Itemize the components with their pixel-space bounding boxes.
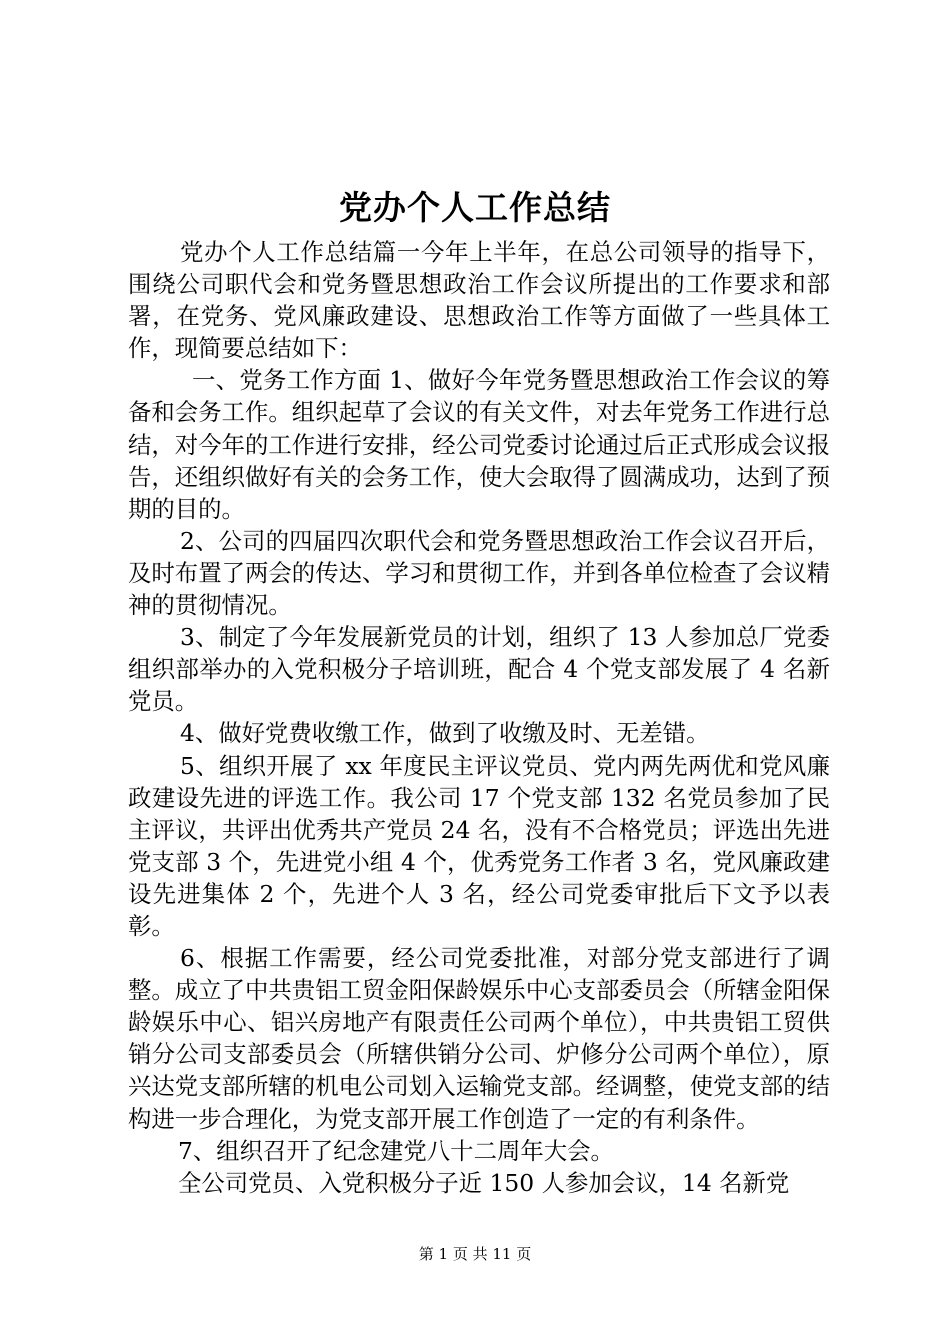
paragraph-item-2: 2、公司的四届四次职代会和党务暨思想政治工作会议召开后，及时布置了两会的传达、学习和贯彻工作，并到各单位检查了会议精神的贯彻情况。 (128, 526, 830, 620)
paragraph-party-affairs: 一、党务工作方面 1、做好今年党务暨思想政治工作会议的筹备和会务工作。组织起草了会议的有关文件，对去年党务工作进行总结，对今年的工作进行安排，经公司党委讨论通过后正式形成会议报告，还组织做好有关的会务工作，使大会取得了圆满成功，达到了预期的目的。 (128, 366, 830, 523)
document-body (128, 236, 830, 1199)
page-footer: 第 1 页 共 11 页 (418, 1245, 532, 1263)
paragraph-item-7: 7、组织召开了纪念建党八十二周年大会。 (178, 1136, 614, 1165)
paragraph-continued: 全公司党员、入党积极分子近 150 人参加会议，14 名新党 (178, 1168, 790, 1197)
paragraph-item-4: 4、做好党费收缴工作，做到了收缴及时、无差错。 (180, 719, 710, 748)
paragraph-item-3: 3、制定了今年发展新党员的计划，组织了 13 人参加总厂党委组织部举办的入党积极分子培训班，配合 4 个党支部发展了 4 名新党员。 (128, 623, 830, 716)
document-title: 党办个人工作总结 (339, 188, 611, 227)
paragraph-item-5: 5、组织开展了 xx 年度民主评议党员、党内两先两优和党风廉政建设先进的评选工作。我公司 17 个党支部 132 名党员参加了民主评议，共评出优秀共产党员 24 名，没有不合格党员；评选出先进党支部 3 个，先进党小组 4 个，优秀党务工作者 3 名，党风廉政建设先进集体 2 个，先进个人 3 名，经公司党委审批后下文予以表彰。 (128, 751, 830, 940)
paragraph-item-6: 6、根据工作需要，经公司党委批准，对部分党支部进行了调整。成立了中共贵铝工贸金阳保龄娱乐中心支部委员会（所辖金阳保龄娱乐中心、铝兴房地产有限责任公司两个单位），中共贵铝工贸供销分公司支部委员会（所辖供销分公司、炉修分公司两个单位），原兴达党支部所辖的机电公司划入运输党支部。经调整，使党支部的结构进一步合理化，为党支部开展工作创造了一定的有利条件。 (128, 944, 830, 1133)
paragraph-intro: 党办个人工作总结篇一今年上半年，在总公司领导的指导下，围绕公司职代会和党务暨思想政治工作会议所提出的工作要求和部署，在党务、党风廉政建设、思想政治工作等方面做了一些具体工作，现简要总结如下： (128, 238, 830, 363)
